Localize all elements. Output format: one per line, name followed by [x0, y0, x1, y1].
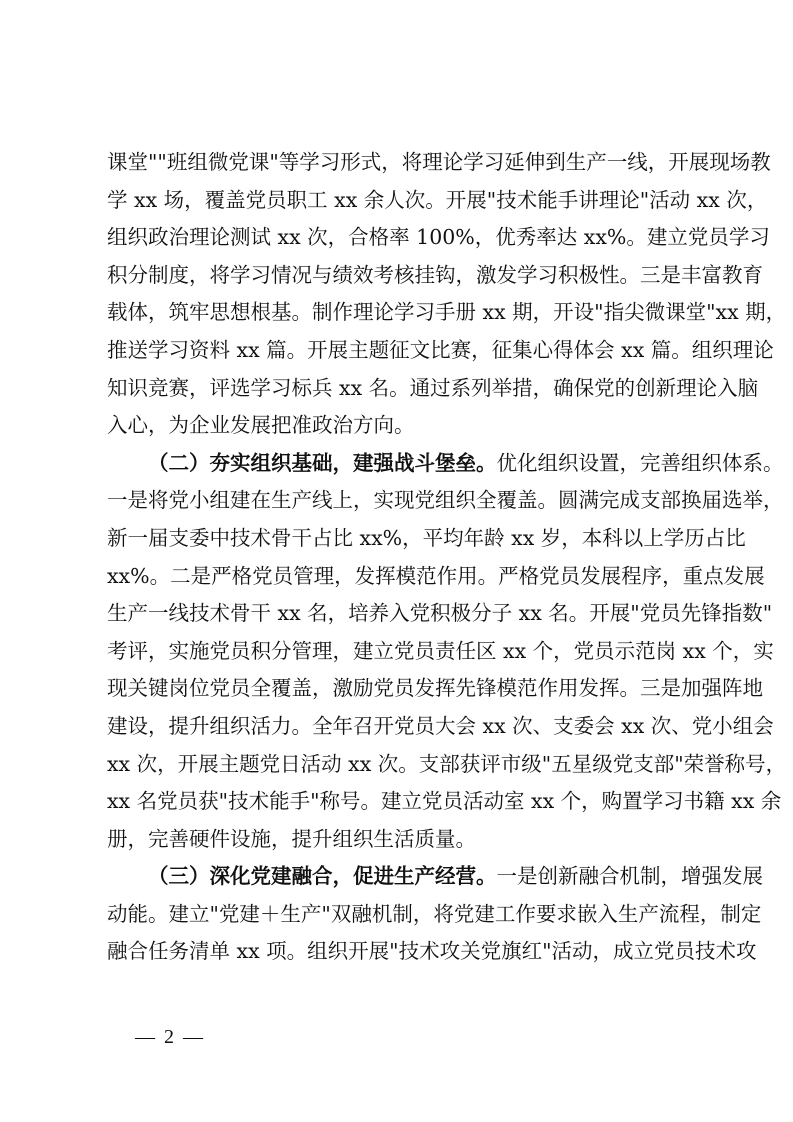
text-line: xx 次，开展主题党日活动 xx 次。支部获评市级"五星级党支部"荣誉称号，	[107, 751, 787, 776]
text-line	[107, 858, 763, 896]
section-heading: （三）深化党建融合，促进生产经营。	[148, 864, 497, 889]
text-span: 一是创新融合机制，增强发展	[496, 864, 763, 889]
text-line: 新一届支委中技术骨干占比 xx%，平均年龄 xx 岁，本科以上学历占比	[107, 525, 746, 550]
document-body	[107, 144, 787, 971]
text-line: 课堂""班组微党课"等学习形式，将理论学习延伸到生产一线，开展现场教	[107, 150, 771, 174]
text-line: 考评，实施党员积分管理，建立党员责任区 xx 个，党员示范岗 xx 个，实	[107, 638, 774, 663]
text-line: 推送学习资料 xx 篇。开展主题征文比赛，征集心得体会 xx 篇。组织理论	[107, 337, 774, 362]
paragraph-2	[107, 445, 787, 859]
text-line: 学 xx 场，覆盖党员职工 xx 余人次。开展"技术能手讲理论"活动 xx 次，	[107, 187, 768, 212]
text-line: 册，完善硬件设施，提升组织生活质量。	[107, 826, 476, 851]
text-line: xx 名党员获"技术能手"称号。建立党员活动室 xx 个，购置学习书籍 xx 余	[107, 789, 782, 814]
paragraph-3	[107, 858, 763, 971]
text-line: 积分制度，将学习情况与绩效考核挂钩，激发学习积极性。三是丰富教育	[107, 262, 763, 287]
text-line: 现关键岗位党员全覆盖，激励党员发挥先锋模范作用发挥。三是加强阵地	[107, 676, 763, 701]
text-line: 融合任务清单 xx 项。组织开展"技术攻关党旗红"活动，成立党员技术攻	[107, 939, 757, 964]
text-line: 入心，为企业发展把准政治方向。	[107, 413, 415, 438]
text-line: 动能。建立"党建＋生产"双融机制，将党建工作要求嵌入生产流程，制定	[107, 901, 762, 926]
text-line: 知识竞赛，评选学习标兵 xx 名。通过系列举措，确保党的创新理论入脑	[107, 375, 759, 400]
text-line: 生产一线技术骨干 xx 名，培养入党积极分子 xx 名。开展"党员先锋指数"	[107, 601, 773, 626]
text-line: 载体，筑牢思想根基。制作理论学习手册 xx 期，开设"指尖微课堂"xx 期，	[107, 300, 787, 325]
text-line: 一是将党小组建在生产线上，实现党组织全覆盖。圆满完成支部换届选举，	[107, 488, 784, 513]
section-heading: （二）夯实组织基础，建强战斗堡垒。	[148, 450, 497, 475]
text-line: xx%。二是严格党员管理，发挥模范作用。严格党员发展程序，重点发展	[107, 563, 765, 588]
text-line	[107, 445, 784, 483]
text-span: 优化组织设置，完善组织体系。	[496, 450, 784, 475]
text-line: 组织政治理论测试 xx 次，合格率 100%，优秀率达 xx%。建立党员学习	[107, 225, 770, 250]
paragraph-1	[107, 144, 787, 445]
page-number: — 2 —	[135, 1026, 205, 1048]
text-line: 建设，提升组织活力。全年召开党员大会 xx 次、支委会 xx 次、党小组会	[107, 713, 774, 738]
